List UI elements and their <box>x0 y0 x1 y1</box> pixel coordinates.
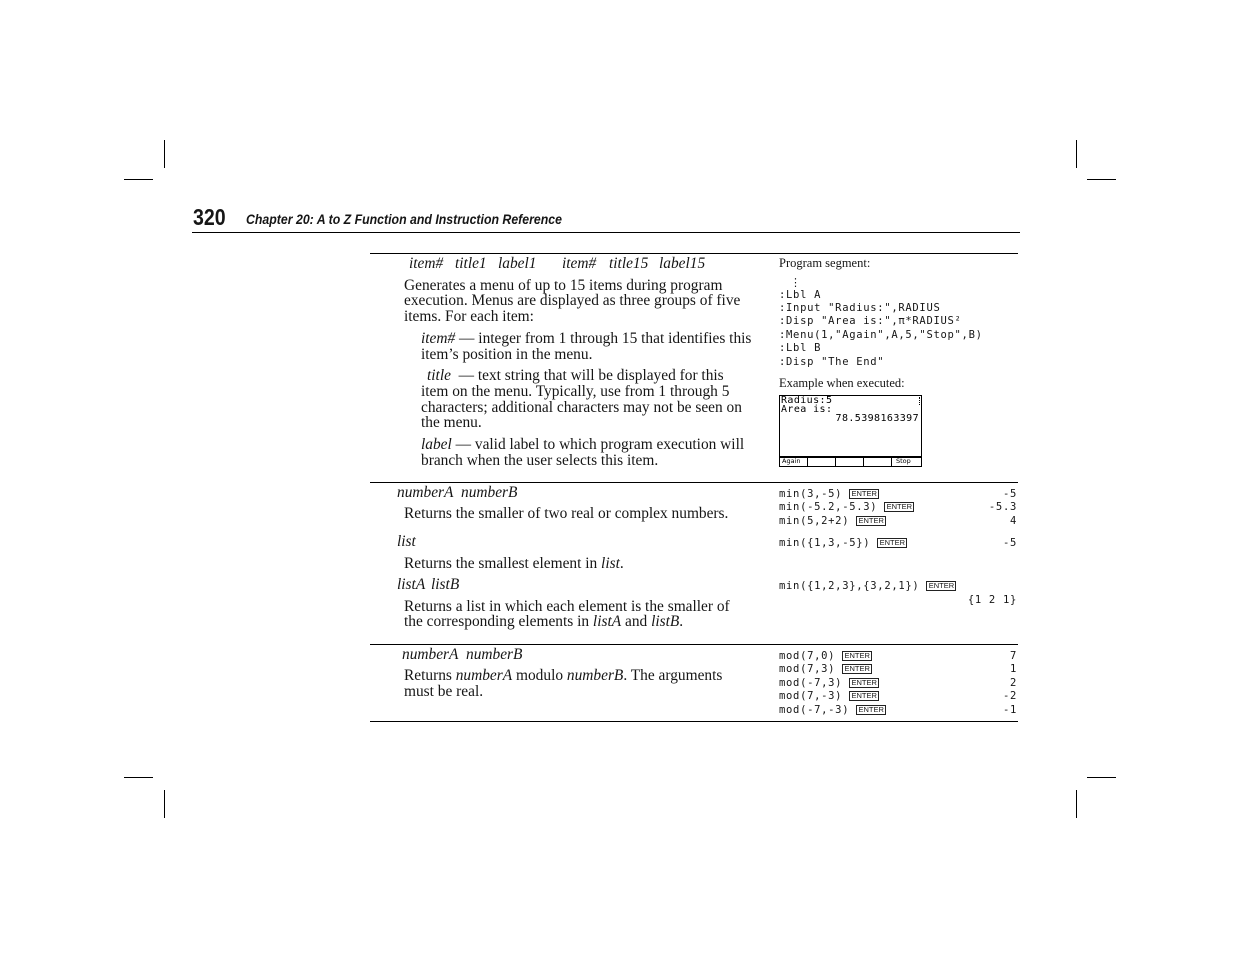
text-run: . <box>619 555 624 572</box>
example-input: min({1,3,-5}) <box>779 536 871 549</box>
enter-key-icon: ENTER <box>856 705 886 715</box>
text-run: Returns the smallest element in <box>404 555 602 572</box>
description-line <box>404 555 624 573</box>
example-result: 7 <box>1009 649 1017 662</box>
example-input: min(5,2+2) <box>779 514 850 527</box>
screen-menu-bar <box>779 456 922 467</box>
chapter-title: Chapter 20: A to Z Function and Instruction Reference <box>246 211 563 227</box>
syntax-arg: numberA <box>402 646 459 663</box>
text-run: Generates a menu of up to 15 items during program <box>404 277 723 294</box>
example-row <box>779 501 1017 514</box>
text-run: Returns a list in which each element is the smaller of <box>404 598 730 615</box>
crop-mark-top-left-horizontal <box>124 179 153 180</box>
example-row <box>779 663 1017 676</box>
argument-line <box>421 452 658 470</box>
example-input: mod(-7,-3) <box>779 703 850 716</box>
enter-key-icon: ENTER <box>926 581 956 591</box>
example-result: -2 <box>1002 689 1017 702</box>
screen-menu-cell-empty <box>863 458 891 467</box>
syntax-arg: label1 <box>498 255 537 272</box>
enter-key-icon: ENTER <box>849 691 879 701</box>
screen-menu-cell-empty <box>835 458 863 467</box>
table-rule <box>370 721 1018 722</box>
syntax-arg: listA <box>397 576 426 593</box>
enter-key-icon: ENTER <box>877 538 907 548</box>
program-line: :Menu(1,"Again",A,5,"Stop",B) <box>779 328 983 341</box>
example-input: mod(7,3) <box>779 662 836 675</box>
example-row <box>779 690 1017 703</box>
italic-term: numberB <box>566 667 624 684</box>
crop-mark-bottom-right-horizontal <box>1087 777 1116 778</box>
program-line: :Lbl B <box>779 341 822 354</box>
crop-mark-top-right-vertical <box>1076 140 1077 168</box>
italic-term: numberA <box>455 667 513 684</box>
enter-key-icon: ENTER <box>849 489 879 499</box>
header-rule <box>192 232 1020 233</box>
syntax-arg: label15 <box>659 255 706 272</box>
table-rule <box>370 644 1018 645</box>
text-run: and <box>621 613 652 630</box>
enter-key-icon: ENTER <box>842 651 872 661</box>
crop-mark-top-right-horizontal <box>1087 179 1116 180</box>
italic-term: list <box>601 555 620 572</box>
crop-mark-bottom-left-horizontal <box>124 777 153 778</box>
example-row <box>779 650 1017 663</box>
syntax-arg: listB <box>431 576 460 593</box>
program-line: :Disp "The End" <box>779 355 885 368</box>
description-line <box>404 683 483 701</box>
example-row <box>779 580 1017 593</box>
program-line: :Disp "Area is:",π*RADIUS² <box>779 314 962 327</box>
enter-key-icon: ENTER <box>884 502 914 512</box>
italic-term: title <box>427 367 451 384</box>
example-input: mod(7,-3) <box>779 689 843 702</box>
italic-term: listB <box>651 613 680 630</box>
text-run: must be real. <box>404 683 484 700</box>
program-ellipsis: ⋮ <box>790 276 801 289</box>
example-result: 2 <box>1009 676 1017 689</box>
text-run: modulo <box>512 667 567 684</box>
example-row <box>779 594 1017 607</box>
text-run: item’s position in the menu. <box>421 346 593 363</box>
table-rule <box>370 482 1018 483</box>
busy-indicator-icon <box>919 397 920 405</box>
text-run: the menu. <box>421 414 482 431</box>
enter-key-icon: ENTER <box>849 678 879 688</box>
example-result: 1 <box>1009 662 1017 675</box>
example-result: -5.3 <box>988 500 1017 513</box>
example-result: {1 2 1} <box>967 593 1017 606</box>
crop-mark-top-left-vertical <box>164 140 165 168</box>
example-row <box>779 515 1017 528</box>
program-line: :Input "Radius:",RADIUS <box>779 301 941 314</box>
syntax-arg: numberB <box>466 646 523 663</box>
calculator-screen <box>779 395 922 467</box>
text-run: characters; additional characters may not be seen on <box>421 399 742 416</box>
text-run: — integer from 1 through 15 that identifies this <box>455 330 752 347</box>
example-result: -1 <box>1002 703 1017 716</box>
example-row <box>779 537 1017 550</box>
screen-line: Radius:5 <box>781 395 833 406</box>
example-result: -5 <box>1002 487 1017 500</box>
description-line <box>404 308 534 326</box>
screen-result: 78.5398163397 <box>835 413 919 424</box>
text-run: items. For each item: <box>404 308 534 325</box>
syntax-arg: list <box>397 533 416 550</box>
text-run: branch when the user selects this item. <box>421 452 659 469</box>
screen-menu-item: Again <box>779 458 807 467</box>
text-run: . The arguments <box>623 667 723 684</box>
table-rule <box>370 253 1018 254</box>
example-row <box>779 488 1017 501</box>
example-result: -5 <box>1002 536 1017 549</box>
text-run: item on the menu. Typically, use from 1 through 5 <box>421 383 730 400</box>
syntax-arg: title1 <box>455 255 487 272</box>
example-result: 4 <box>1009 514 1017 527</box>
text-run: — text string that will be displayed for this <box>450 367 724 384</box>
example-input: mod(7,0) <box>779 649 836 662</box>
text-run: . <box>679 613 684 630</box>
executed-caption: Example when executed: <box>779 375 905 390</box>
description-line <box>404 613 683 631</box>
syntax-arg: title15 <box>609 255 649 272</box>
enter-key-icon: ENTER <box>842 664 872 674</box>
example-input: mod(-7,3) <box>779 676 843 689</box>
syntax-arg: numberA <box>397 484 454 501</box>
italic-term: listA <box>592 613 622 630</box>
screen-menu-item: Stop <box>891 458 922 467</box>
argument-line <box>421 414 482 432</box>
text-run: execution. Menus are displayed as three groups of five <box>404 292 741 309</box>
example-input: min(3,-5) <box>779 487 843 500</box>
text-run: Returns <box>404 667 456 684</box>
screen-line: Area is: <box>781 404 833 415</box>
description-line <box>404 505 728 523</box>
syntax-arg: item# <box>409 255 444 272</box>
text-run: Returns the smaller of two real or complex numbers. <box>404 505 729 522</box>
argument-line <box>421 346 592 364</box>
enter-key-icon: ENTER <box>856 516 886 526</box>
text-run: the corresponding elements in <box>404 613 593 630</box>
crop-mark-bottom-left-vertical <box>164 790 165 818</box>
text-run: — valid label to which program execution will <box>451 436 745 453</box>
italic-term: label <box>421 436 452 453</box>
syntax-arg: item# <box>562 255 597 272</box>
example-row <box>779 704 1017 717</box>
example-input: min(-5.2,-5.3) <box>779 500 878 513</box>
screen-menu-cell-empty <box>807 458 835 467</box>
page-number: 320 <box>193 204 226 230</box>
crop-mark-bottom-right-vertical <box>1076 790 1077 818</box>
program-caption: Program segment: <box>779 256 871 270</box>
syntax-arg: numberB <box>461 484 518 501</box>
example-row <box>779 677 1017 690</box>
italic-term: item# <box>421 330 456 347</box>
program-line: :Lbl A <box>779 288 822 301</box>
example-input: min({1,2,3},{3,2,1}) <box>779 579 920 592</box>
